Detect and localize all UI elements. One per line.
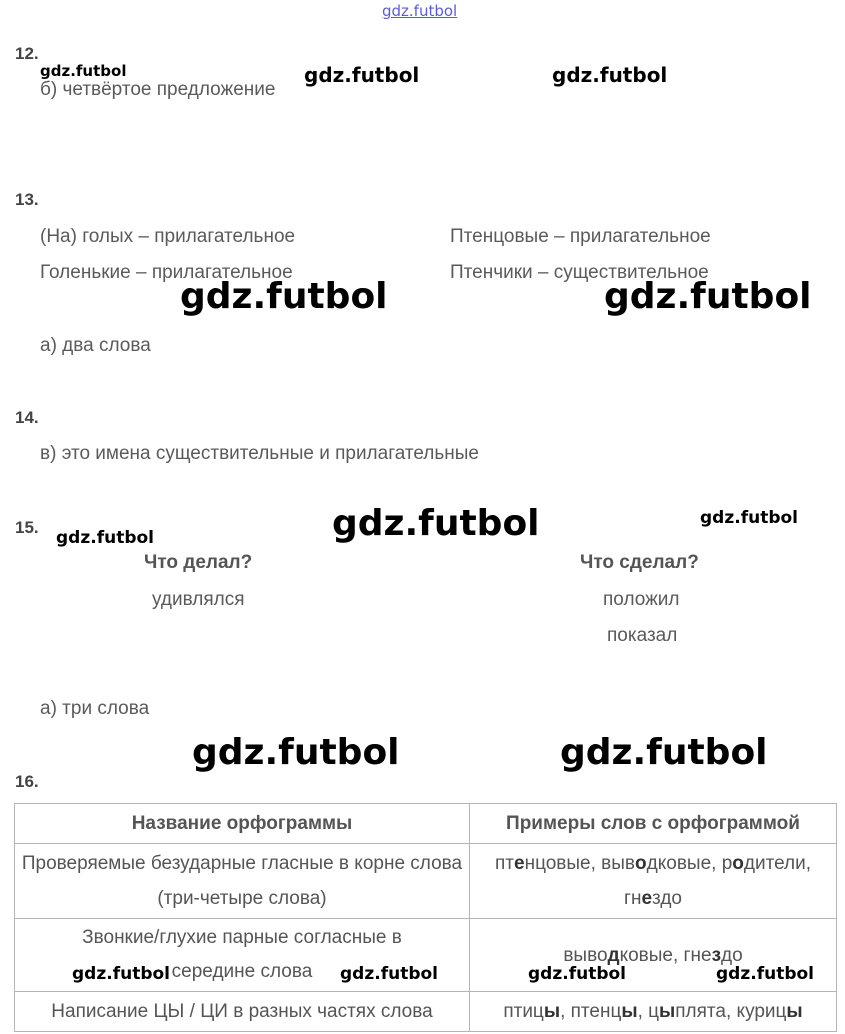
watermark-top: gdz.futbol [382, 2, 458, 20]
orthogram-name: Написание ЦЫ / ЦИ в разных частях слова [15, 992, 470, 1032]
watermark: gdz.futbol [552, 63, 668, 87]
watermark: gdz.futbol [304, 63, 420, 87]
example-line: выводковые, гнездо [563, 944, 743, 966]
example-line: гнездо [624, 888, 682, 909]
q12-answer: б) четвёртое предложение [40, 79, 276, 100]
orthogram-table [14, 803, 837, 1032]
q15-col1-item: удивлялся [152, 589, 245, 610]
watermark: gdz.futbol [604, 276, 812, 317]
q13-word: Голенькие – прилагательное [40, 262, 293, 283]
table-row [15, 992, 837, 1032]
q15-answer: а) три слова [40, 698, 150, 719]
orthogram-name: Проверяемые безударные гласные в корне слова (три-четыре слова) [15, 844, 470, 919]
question-number-15: 15. [15, 518, 39, 537]
q13-answer: а) два слова [40, 335, 151, 356]
q15-col2-header: Что сделал? [580, 552, 699, 573]
watermark: gdz.futbol [332, 503, 540, 544]
watermark: gdz.futbol [560, 732, 768, 773]
watermark: gdz.futbol [700, 508, 798, 528]
question-number-12: 12. [15, 44, 39, 63]
question-number-13: 13. [15, 190, 39, 209]
table-header: Примеры слов с орфограммой [470, 804, 837, 844]
q14-answer: в) это имена существительные и прилагательные [40, 443, 479, 464]
watermark: gdz.futbol [192, 732, 400, 773]
q15-col2-item: показал [607, 625, 678, 646]
table-row [15, 844, 837, 919]
question-number-14: 14. [15, 408, 39, 427]
orthogram-examples: птицы, птенцы, цыплята, курицы [470, 992, 837, 1032]
q13-word: Птенчики – существительное [450, 262, 709, 283]
orthogram-name-line: середине слова [171, 961, 313, 982]
watermark: gdz.futbol [716, 964, 814, 984]
watermark: gdz.futbol [340, 964, 438, 984]
q13-word: Птенцовые – прилагательное [450, 226, 711, 247]
watermark: gdz.futbol [56, 528, 154, 548]
watermark: gdz.futbol [72, 964, 170, 984]
q15-col1-header: Что делал? [144, 552, 253, 573]
orthogram-name-line: Звонкие/глухие парные согласные в [82, 927, 402, 948]
example-line: птенцовые, выводковые, родители, [495, 853, 811, 874]
watermark: gdz.futbol [40, 62, 127, 80]
watermark: gdz.futbol [180, 276, 388, 317]
table-header: Название орфограммы [15, 804, 470, 844]
q15-col2-item: положил [603, 589, 680, 610]
watermark: gdz.futbol [528, 964, 626, 984]
q13-word: (На) голых – прилагательное [40, 226, 296, 247]
orthogram-examples [470, 844, 837, 919]
question-number-16: 16. [15, 772, 39, 791]
table-header-row [15, 804, 837, 844]
